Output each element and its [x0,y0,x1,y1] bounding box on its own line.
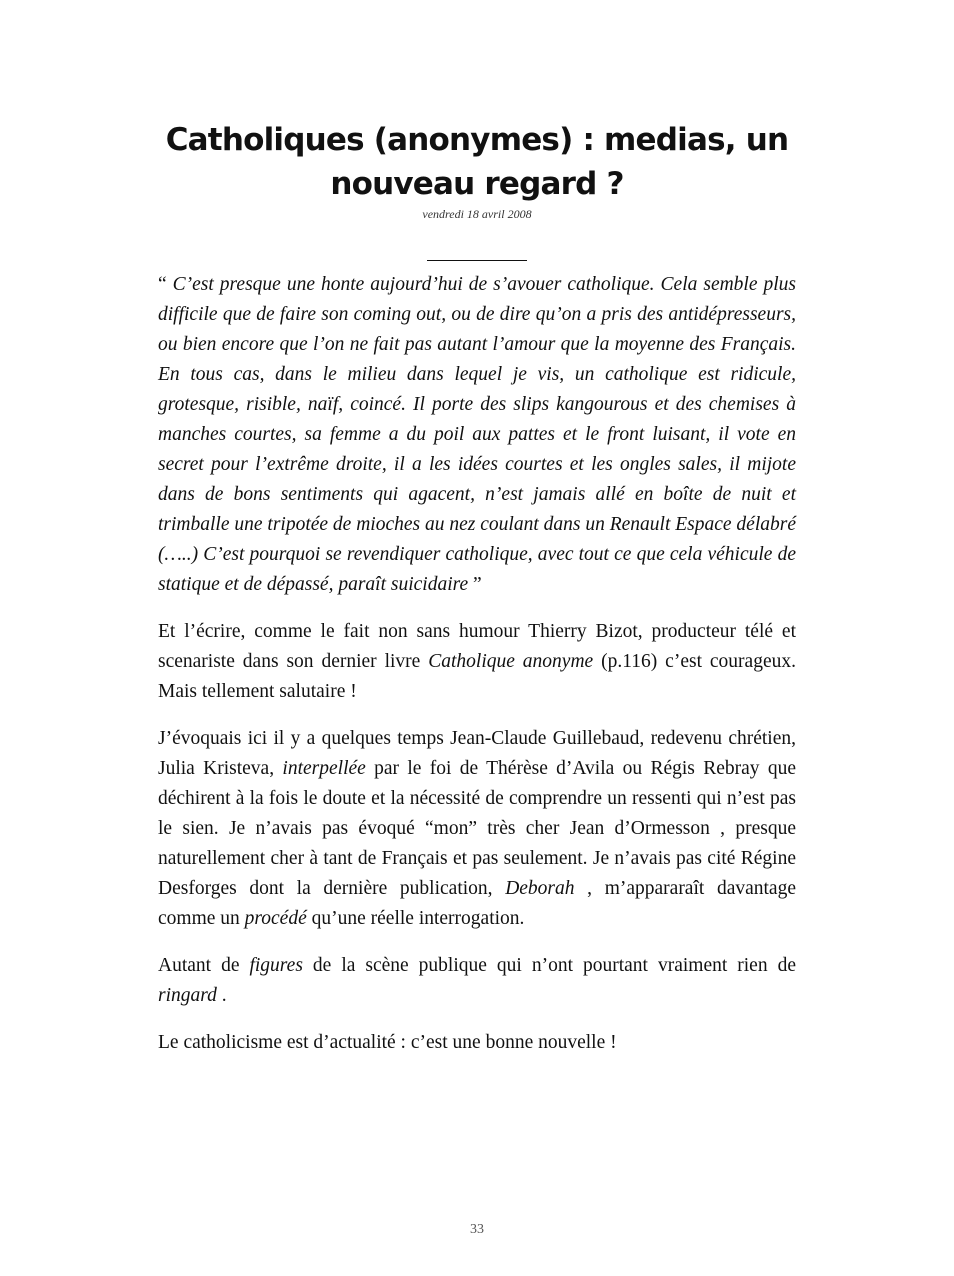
paragraph-text: par le foi de Thérèse d’Avila ou Régis Rebray que déchirent à la fois le doute et la nécessité de comprendre un ressenti qui n’est pas le sien. Je n’avais pas évoqué “mon” très cher Jean d’Ormesson , presque naturellement cher à tant de Français et pas seulement. Je n’avais pas cité Régine Desforges dont la dernière publication, [158,758,796,899]
paragraph-text: Et l’écrire, comme le fait non sans humour Thierry Bizot, producteur télé et scenariste dans son dernier livre [158,621,796,672]
paragraph-text: de la scène publique qui n’ont pourtant vraiment rien de [302,955,796,976]
article-title: Catholiques (anonymes) : medias, un nouveau regard ? [165,122,789,202]
paragraph-bizot [158,617,796,707]
paragraph-text: Autant de [158,955,250,976]
quote-paragraph [158,270,796,600]
paragraph-text: qu’une réelle interrogation. [306,908,525,929]
paragraph-text: . [216,985,227,1006]
close-quote-mark: ” [473,574,482,595]
emphasis-text: procédé [244,908,307,929]
quote-text: C’est presque une honte aujourd’hui de s’avouer catholique. Cela semble plus difficile que de faire son coming out, ou de dire qu’on a pris des antidépresseurs, ou bien encore que l’on ne fait pas autant l’amour que la moyenne des Français. En tous cas, dans le milieu dans lequel je vis, un catholique est ridicule, grotesque, risible, naïf, coincé. Il porte des slips kangourous et des chemises à manches courtes, sa femme a du poil aux pattes et le front luisant, il vote en secret pour l’extrême droite, il a les idées courtes et les ongles sales, il mijote dans de bons sentiments qui agacent, n’est jamais allé en boîte de nuit et trimballe une tripotée de mioches au nez coulant dans un Renault Espace délabré (…..) C’est pourquoi se revendiquer catholique, avec tout ce que cela véhicule de statique et de dépassé, paraît suicidaire [158,274,797,595]
paragraph-conclusion: Le catholicisme est d’actualité : c’est une bonne nouvelle ! [158,1032,617,1053]
emphasis-text: interpellée [282,758,366,779]
book-title: Deborah [505,878,575,899]
open-quote-mark: “ [158,274,167,295]
paragraph-authors [158,724,796,934]
article-date: vendredi 18 avril 2008 [422,207,532,221]
page-number: 33 [470,1222,484,1237]
title-separator [427,260,527,261]
book-title: Catholique anonyme [428,651,594,672]
emphasis-text: figures [249,955,303,976]
emphasis-text: ringard [158,985,217,1006]
paragraph-text: (p.116) c’est courageux. Mais tellement salutaire ! [158,651,796,702]
article-body [158,270,796,1075]
paragraph-text: , m’appararaît davantage comme un [158,878,796,929]
paragraph-figures [158,951,796,1011]
paragraph-text: J’évoquais ici il y a quelques temps Jean-Claude Guillebaud, redevenu chrétien, Julia Kristeva, [158,728,796,779]
